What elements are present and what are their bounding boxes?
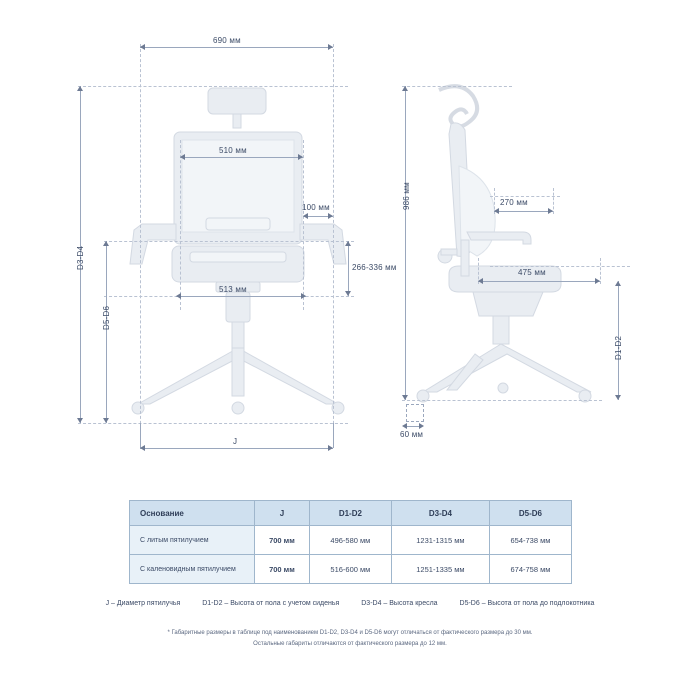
construction-line bbox=[600, 258, 601, 284]
cell-base-2: С каленовидным пятилучием bbox=[130, 555, 255, 584]
dim-label-d1d2: D1-D2 bbox=[614, 335, 623, 360]
dim-label-60: 60 мм bbox=[400, 430, 424, 439]
construction-line bbox=[490, 266, 630, 267]
footnote bbox=[60, 628, 640, 650]
table-row bbox=[130, 526, 572, 555]
cell-base-1: С литым пятилучием bbox=[130, 526, 255, 555]
construction-line bbox=[78, 86, 348, 87]
footnote-line-1: * Габаритные размеры в таблице под наименованием D1-D2, D3-D4 и D5-D6 могут отличаться от фактического размера до 30 мм. bbox=[167, 630, 533, 636]
construction-line bbox=[180, 140, 181, 310]
chair-front-view bbox=[120, 70, 360, 430]
construction-line bbox=[402, 400, 602, 401]
legend-item-d5d6: D5-D6 – Высота от пола до подлокотника bbox=[459, 600, 595, 607]
legend-item-d3d4: D3-D4 – Высота кресла bbox=[361, 600, 438, 607]
dim-label-d5d6: D5-D6 bbox=[102, 305, 111, 330]
construction-line bbox=[303, 140, 304, 310]
legend-item-j: J – Диаметр пятилучья bbox=[105, 600, 181, 607]
chair-side-view bbox=[415, 70, 615, 430]
col-header-d5d6: D5-D6 bbox=[489, 501, 571, 526]
dim-line-513 bbox=[176, 296, 306, 297]
dim-label-d3d4: D3-D4 bbox=[76, 245, 85, 270]
col-header-j: J bbox=[255, 501, 310, 526]
dim-label-100: 100 мм bbox=[302, 203, 330, 212]
dim-label-690: 690 мм bbox=[213, 36, 241, 45]
dim-label-armrest-height: 266-336 мм bbox=[352, 263, 397, 272]
cell-j-1: 700 мм bbox=[255, 526, 310, 555]
construction-line bbox=[402, 86, 512, 87]
col-header-d1d2: D1-D2 bbox=[309, 501, 391, 526]
dim-label-510: 510 мм bbox=[219, 146, 247, 155]
dim-line-986 bbox=[405, 86, 406, 400]
specification-table bbox=[129, 500, 572, 584]
cell-j-2: 700 мм bbox=[255, 555, 310, 584]
cell-d3d4-2: 1251-1335 мм bbox=[391, 555, 489, 584]
table-header-row bbox=[130, 501, 572, 526]
construction-line bbox=[104, 241, 354, 242]
dim-line-d5d6 bbox=[106, 241, 107, 423]
legend-item-d1d2: D1-D2 – Высота от пола с учетом сиденья bbox=[202, 600, 340, 607]
col-header-d3d4: D3-D4 bbox=[391, 501, 489, 526]
dim-label-j: J bbox=[233, 437, 238, 446]
dim-line-510 bbox=[180, 157, 303, 158]
cell-d1d2-2: 516-600 мм bbox=[309, 555, 391, 584]
cell-d5d6-1: 654-738 мм bbox=[489, 526, 571, 555]
dim-label-270: 270 мм bbox=[500, 198, 528, 207]
dim-label-513: 513 мм bbox=[219, 285, 247, 294]
construction-line bbox=[78, 423, 348, 424]
construction-line bbox=[140, 44, 141, 444]
caster-detail-square bbox=[406, 404, 424, 422]
dim-label-475: 475 мм bbox=[518, 268, 546, 277]
dim-line-j bbox=[140, 448, 333, 449]
dim-ext-j-right bbox=[333, 423, 334, 448]
col-header-base: Основание bbox=[130, 501, 255, 526]
construction-line bbox=[553, 188, 554, 214]
cell-d1d2-1: 496-580 мм bbox=[309, 526, 391, 555]
legend bbox=[80, 600, 620, 607]
cell-d5d6-2: 674-758 мм bbox=[489, 555, 571, 584]
dim-label-986: 986 мм bbox=[402, 182, 411, 210]
cell-d3d4-1: 1231-1315 мм bbox=[391, 526, 489, 555]
footnote-line-2: Остальные габариты отличаются от фактического размера до 12 мм. bbox=[253, 641, 447, 647]
table-row bbox=[130, 555, 572, 584]
construction-line bbox=[490, 196, 560, 197]
dim-line-270 bbox=[494, 211, 553, 212]
construction-line bbox=[333, 44, 334, 444]
dim-line-armrest bbox=[348, 241, 349, 296]
dim-line-690 bbox=[140, 47, 333, 48]
dim-line-475 bbox=[478, 281, 600, 282]
